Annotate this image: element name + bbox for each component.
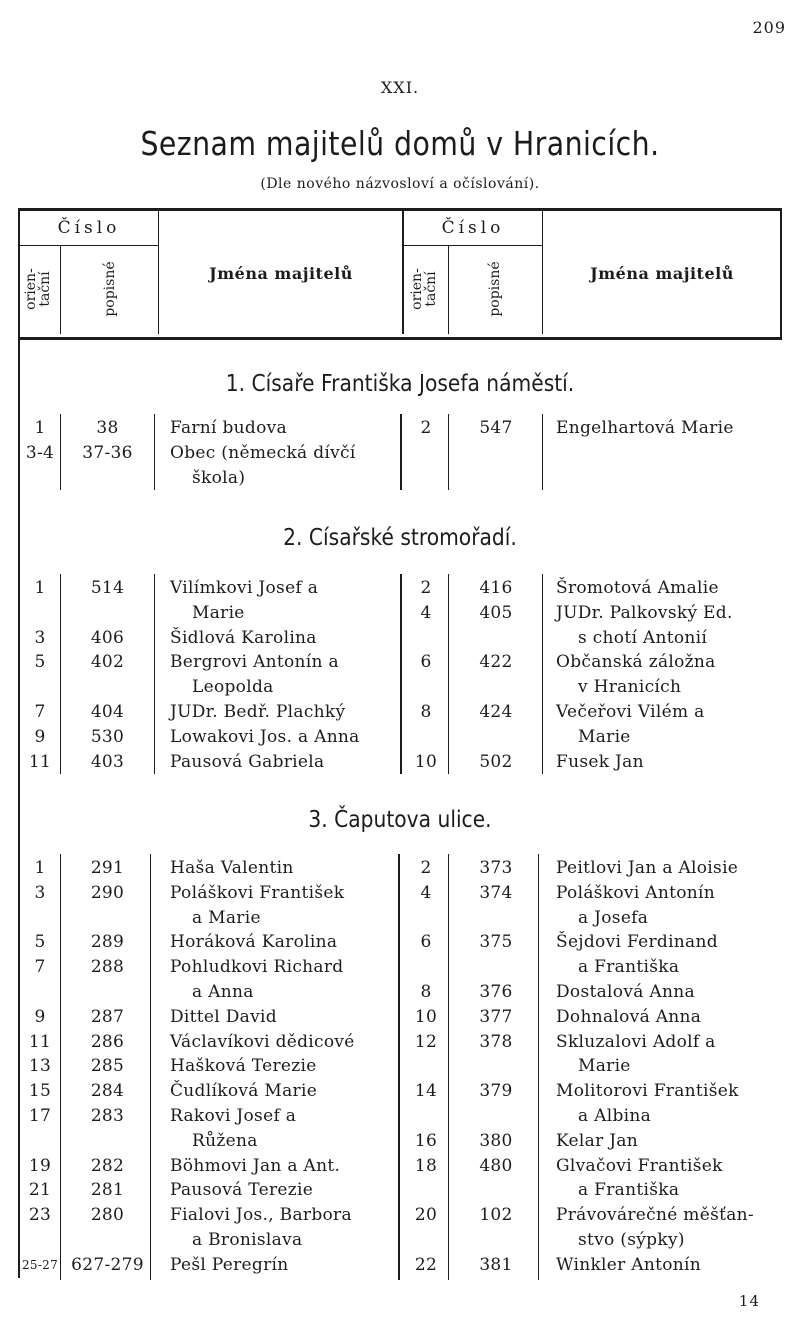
owner-row-popisne: 424	[479, 702, 513, 722]
owner-row-popisne: 422	[479, 652, 513, 673]
owner-row-popisne: 287	[90, 1006, 125, 1027]
owner-row-popisne: 627-279	[71, 1254, 144, 1275]
header-divider	[20, 245, 158, 246]
owner-row-name: a Františka	[578, 1180, 680, 1201]
owner-row-name: stvo (sýpky)	[578, 1230, 685, 1250]
owner-row-popisne: 404	[90, 702, 125, 722]
header-divider	[158, 210, 159, 334]
owner-row-name: Vilímkovi Josef a	[170, 578, 319, 598]
header-cislo-left: Číslo	[57, 218, 121, 238]
owner-row-popisne: 373	[479, 858, 513, 878]
owner-row-popisne: 37-36	[82, 442, 133, 463]
owner-row-orientacni: 8	[420, 702, 432, 722]
owner-row-name: Pausová Gabriela	[170, 751, 325, 772]
owner-row-name: Šejdovi Ferdinand	[556, 932, 718, 953]
owner-row-orientacni: 2	[420, 578, 432, 598]
column-rule	[154, 414, 155, 490]
page-title: Seznam majitelů domů v Hranicích.	[140, 124, 660, 163]
column-rule	[154, 574, 155, 774]
header-popisne-left: popisné	[102, 261, 118, 317]
section-title: 3. Čaputova ulice.	[308, 807, 492, 833]
owner-row-name: Bergrovi Antonín a	[170, 652, 339, 673]
owner-row-popisne: 380	[479, 1130, 513, 1151]
owner-row-name: Dostalová Anna	[556, 982, 695, 1002]
owner-row-name: v Hranicích	[578, 677, 682, 698]
owner-row-name: Šromotová Amalie	[556, 578, 719, 598]
owner-row-popisne: 416	[479, 578, 513, 598]
owner-row-name: Marie	[192, 602, 245, 623]
owner-row-orientacni: 21	[28, 1180, 52, 1201]
owner-row-popisne: 403	[90, 751, 125, 772]
owner-row-name: Glvačovi František	[556, 1155, 723, 1176]
owner-row-orientacni: 23	[28, 1205, 52, 1226]
owner-row-popisne: 283	[90, 1106, 125, 1126]
owner-row-orientacni: 4	[420, 602, 432, 623]
owner-row-popisne: 530	[90, 726, 125, 747]
header-divider	[404, 245, 542, 246]
owner-row-orientacni: 20	[414, 1205, 438, 1226]
owner-row-popisne: 376	[479, 982, 513, 1002]
header-divider	[448, 246, 449, 334]
owner-row-name: Skluzalovi Adolf a	[556, 1031, 716, 1052]
header-names-left: Jména majitelů	[209, 264, 353, 283]
owner-row-name: Rakovi Josef a	[170, 1106, 297, 1126]
owner-row-name: Horáková Karolina	[170, 932, 338, 953]
header-names-right: Jména majitelů	[590, 264, 734, 283]
owner-row-orientacni: 9	[34, 1006, 46, 1027]
chapter-number: XXI.	[380, 78, 420, 97]
owner-row-orientacni: 5	[34, 932, 46, 953]
owner-row-name: Molitorovi František	[556, 1081, 739, 1102]
owner-row-name: a Marie	[192, 907, 261, 928]
owner-row-name: Haša Valentin	[170, 858, 294, 878]
owner-row-popisne: 286	[90, 1031, 125, 1052]
owner-row-orientacni: 16	[414, 1130, 438, 1151]
owner-row-name: Winkler Antonín	[556, 1254, 702, 1275]
owner-row-orientacni: 10	[414, 1006, 438, 1027]
owner-row-name: Farní budova	[170, 418, 287, 438]
owner-row-orientacni: 7	[34, 702, 46, 722]
owner-row-name: JUDr. Palkovský Ed.	[556, 602, 733, 623]
header-divider	[60, 246, 61, 334]
owner-row-orientacni: 6	[420, 932, 432, 953]
owner-row-orientacni: 5	[34, 652, 46, 673]
header-divider	[542, 210, 543, 334]
owner-row-name: Večeřovi Vilém a	[556, 702, 705, 722]
owner-row-orientacni: 4	[420, 882, 432, 903]
owner-row-orientacni: 3-4	[25, 442, 55, 463]
owner-row-orientacni: 8	[420, 982, 432, 1002]
section-title: 1. Císaře Františka Josefa náměstí.	[225, 371, 575, 397]
owner-row-name: a Bronislava	[192, 1230, 303, 1250]
owner-row-popisne: 102	[479, 1205, 513, 1226]
owner-row-orientacni: 18	[414, 1155, 438, 1176]
owner-row-name: Růžena	[192, 1130, 258, 1151]
column-rule	[542, 574, 543, 774]
owner-row-name: Dohnalová Anna	[556, 1006, 702, 1027]
owner-row-popisne: 291	[90, 858, 125, 878]
owner-row-orientacni: 13	[28, 1056, 52, 1077]
owner-row-popisne: 280	[90, 1205, 125, 1226]
owner-row-orientacni: 3	[34, 882, 46, 903]
owner-row-name: Právovárečné měšťan-	[556, 1205, 754, 1226]
owner-row-popisne: 281	[90, 1180, 125, 1201]
owner-row-name: JUDr. Bedř. Plachký	[170, 702, 346, 722]
column-rule	[448, 414, 449, 490]
owner-row-name: Kelar Jan	[556, 1130, 639, 1151]
owner-row-name: škola)	[192, 467, 246, 488]
owner-row-orientacni: 7	[34, 957, 46, 978]
owner-row-popisne: 374	[479, 882, 513, 903]
owner-row-name: Čudlíková Marie	[170, 1081, 318, 1102]
header-orientacni-right: orien- tační	[409, 268, 439, 310]
owner-row-popisne: 547	[479, 418, 513, 438]
owner-row-orientacni: 1	[34, 578, 46, 598]
column-rule	[448, 574, 449, 774]
owner-row-popisne: 381	[479, 1254, 513, 1275]
column-rule	[542, 414, 543, 490]
owner-row-orientacni: 10	[414, 751, 438, 772]
owner-row-orientacni: 2	[420, 858, 432, 878]
owner-row-popisne: 375	[479, 932, 513, 953]
owner-row-name: Občanská záložna	[556, 652, 716, 673]
owner-row-orientacni: 1	[34, 418, 46, 438]
owner-row-popisne: 282	[90, 1155, 125, 1176]
owner-row-name: Pohludkovi Richard	[170, 957, 344, 978]
owner-row-orientacni: 17	[28, 1106, 52, 1126]
owner-row-popisne: 285	[90, 1056, 125, 1077]
owner-row-orientacni: 11	[28, 751, 52, 772]
page-number: 209	[752, 18, 786, 37]
owner-row-orientacni: 1	[34, 858, 46, 878]
owner-row-name: a Josefa	[578, 907, 649, 928]
owner-row-orientacni: 12	[414, 1031, 438, 1052]
owner-row-name: Pešl Peregrín	[170, 1254, 289, 1275]
owner-row-name: Fusek Jan	[556, 751, 644, 772]
owner-row-name: Hašková Terezie	[170, 1056, 317, 1077]
owner-row-name: Poláškovi Antonín	[556, 882, 715, 903]
owner-row-name: Fialovi Jos., Barbora	[170, 1205, 352, 1226]
header-popisne-right: popisné	[487, 261, 503, 317]
table-right-border	[780, 208, 782, 340]
owner-row-orientacni: 22	[414, 1254, 438, 1275]
owner-row-popisne: 378	[479, 1031, 513, 1052]
owner-row-name: Šidlová Karolina	[170, 627, 317, 648]
owner-row-name: Peitlovi Jan a Aloisie	[556, 858, 739, 878]
owner-row-orientacni: 11	[28, 1031, 52, 1052]
owner-row-popisne: 289	[90, 932, 125, 953]
column-rule	[400, 574, 402, 774]
table-header-bottom-rule	[18, 337, 782, 340]
owner-row-popisne: 502	[479, 751, 513, 772]
owner-row-orientacni: 9	[34, 726, 46, 747]
owner-row-orientacni: 19	[28, 1155, 52, 1176]
owner-row-popisne: 406	[90, 627, 125, 648]
owner-row-popisne: 405	[479, 602, 513, 623]
owner-row-popisne: 480	[479, 1155, 513, 1176]
header-orientacni-left: orien- tační	[23, 268, 53, 310]
owner-row-popisne: 514	[90, 578, 125, 598]
owner-row-name: Marie	[578, 1056, 631, 1077]
owner-row-name: Engelhartová Marie	[556, 418, 734, 438]
owner-row-popisne: 402	[90, 652, 125, 673]
section-title: 2. Císařské stromořadí.	[283, 525, 517, 551]
owner-row-name: Poláškovi František	[170, 882, 345, 903]
owner-row-orientacni: 15	[28, 1081, 52, 1102]
owner-row-name: Marie	[578, 726, 631, 747]
owner-row-name: a Albina	[578, 1106, 652, 1126]
table-top-rule	[18, 208, 782, 211]
owner-row-orientacni: 25-27	[21, 1257, 59, 1272]
owner-row-name: Václavíkovi dědicové	[170, 1031, 355, 1052]
column-rule	[448, 854, 449, 1280]
owner-row-popisne: 284	[90, 1081, 125, 1102]
owner-row-orientacni: 2	[420, 418, 432, 438]
owner-row-name: Lowakovi Jos. a Anna	[170, 726, 360, 747]
owner-row-name: a Františka	[578, 957, 680, 978]
owner-row-orientacni: 3	[34, 627, 46, 648]
owner-row-popisne: 290	[90, 882, 125, 903]
owner-row-name: Leopolda	[192, 677, 274, 698]
footer-number: 14	[738, 1292, 760, 1310]
owner-row-name: s chotí Antonií	[578, 627, 708, 648]
owner-row-popisne: 379	[479, 1081, 513, 1102]
owner-row-orientacni: 6	[420, 652, 432, 673]
page-subtitle: (Dle nového názvosloví a očíslování).	[260, 176, 540, 192]
owner-row-popisne: 288	[90, 957, 125, 978]
owner-row-name: a Anna	[192, 982, 254, 1002]
owner-row-popisne: 38	[96, 418, 119, 438]
owner-row-name: Dittel David	[170, 1006, 277, 1027]
owner-row-name: Böhmovi Jan a Ant.	[170, 1155, 341, 1176]
column-rule	[400, 414, 402, 490]
header-cislo-right: Číslo	[441, 218, 505, 238]
owner-row-popisne: 377	[479, 1006, 513, 1027]
owner-row-name: Pausová Terezie	[170, 1180, 314, 1201]
owner-row-name: Obec (německá dívčí	[170, 442, 356, 463]
owner-row-orientacni: 14	[414, 1081, 438, 1102]
